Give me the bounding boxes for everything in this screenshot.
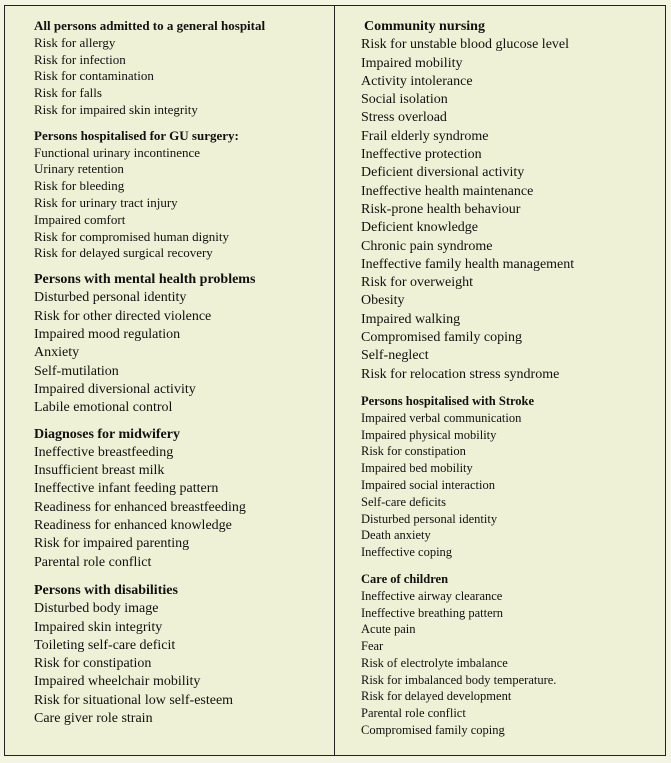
diagnosis-item: Readiness for enhanced knowledge xyxy=(34,518,232,534)
diagnosis-item: Self-neglect xyxy=(361,348,429,364)
diagnosis-item: Impaired walking xyxy=(361,311,461,327)
diagnosis-item: Stress overload xyxy=(361,110,447,126)
diagnosis-item: Risk for impaired skin integrity xyxy=(34,101,198,117)
diagnosis-item: Risk for infection xyxy=(34,51,126,67)
section-title: Persons with mental health problems xyxy=(34,272,256,288)
diagnosis-item: Impaired social interaction xyxy=(361,477,495,492)
diagnosis-item: Ineffective family health management xyxy=(361,256,575,272)
diagnosis-item: Ineffective coping xyxy=(361,545,453,560)
diagnosis-item: Risk of electrolyte imbalance xyxy=(361,655,508,670)
diagnosis-item: Risk for falls xyxy=(34,85,102,101)
diagnosis-item: Ineffective breathing pattern xyxy=(361,605,504,620)
diagnosis-item: Risk for contamination xyxy=(34,68,154,84)
diagnosis-item: Frail elderly syndrome xyxy=(361,128,489,144)
diagnosis-item: Risk for delayed surgical recovery xyxy=(34,245,213,261)
section-gu xyxy=(34,128,334,262)
diagnosis-item: Parental role conflict xyxy=(34,554,152,570)
diagnosis-item: Compromised family coping xyxy=(361,330,522,346)
diagnosis-item: Impaired mobility xyxy=(361,55,463,71)
section-midwifery xyxy=(34,426,334,572)
diagnosis-item: Impaired wheelchair mobility xyxy=(34,674,201,690)
diagnosis-item: Disturbed personal identity xyxy=(361,511,498,526)
diagnosis-item: Acute pain xyxy=(361,622,416,637)
diagnosis-item: Compromised family coping xyxy=(361,723,505,738)
diagnosis-item: Risk for delayed development xyxy=(361,689,512,704)
diagnosis-item: Readiness for enhanced breastfeeding xyxy=(34,499,246,515)
left-column xyxy=(5,6,335,755)
diagnosis-item: Ineffective breastfeeding xyxy=(34,444,174,460)
diagnosis-item: Death anxiety xyxy=(361,528,431,543)
section-mental xyxy=(34,271,334,417)
diagnosis-item: Impaired comfort xyxy=(34,211,126,227)
diagnosis-item: Risk for constipation xyxy=(361,444,466,459)
diagnosis-item: Risk for urinary tract injury xyxy=(34,194,178,210)
diagnosis-item: Insufficient breast milk xyxy=(34,463,165,479)
diagnosis-item: Impaired bed mobility xyxy=(361,461,473,476)
diagnosis-item: Functional urinary incontinence xyxy=(34,144,201,160)
diagnosis-item: Obesity xyxy=(361,293,405,309)
diagnosis-item: Impaired mood regulation xyxy=(34,327,181,343)
diagnosis-item: Risk for overweight xyxy=(361,275,473,291)
section-title: Care of children xyxy=(361,571,449,586)
diagnosis-item: Social isolation xyxy=(361,92,448,108)
diagnosis-item: Labile emotional control xyxy=(34,400,173,416)
section-community xyxy=(361,18,665,384)
diagnosis-item: Self-mutilation xyxy=(34,363,119,379)
diagnosis-item: Risk for constipation xyxy=(34,656,152,672)
diagnosis-item: Risk-prone health behaviour xyxy=(361,201,521,217)
section-title: Persons with disabilities xyxy=(34,582,178,598)
section-disab xyxy=(34,582,334,728)
diagnosis-item: Disturbed personal identity xyxy=(34,290,187,306)
diagnosis-item: Risk for bleeding xyxy=(34,178,125,194)
section-title: Community nursing xyxy=(364,19,485,34)
section-title: Diagnoses for midwifery xyxy=(34,426,180,442)
diagnosis-item: Risk for unstable blood glucose level xyxy=(361,37,570,53)
diagnosis-item: Chronic pain syndrome xyxy=(361,238,493,254)
diagnosis-item: Risk for situational low self-esteem xyxy=(34,692,234,708)
diagnosis-item: Risk for allergy xyxy=(34,34,116,50)
diagnoses-table xyxy=(4,5,666,756)
diagnosis-item: Risk for compromised human dignity xyxy=(34,228,229,244)
diagnosis-item: Risk for relocation stress syndrome xyxy=(361,366,560,382)
section-title: All persons admitted to a general hospital xyxy=(34,18,266,33)
diagnosis-item: Impaired diversional activity xyxy=(34,381,196,397)
section-children xyxy=(361,571,665,739)
section-general xyxy=(34,18,334,119)
diagnosis-item: Risk for impaired parenting xyxy=(34,536,190,552)
section-title: Persons hospitalised for GU surgery: xyxy=(34,127,239,143)
diagnosis-item: Disturbed body image xyxy=(34,601,159,617)
diagnosis-item: Parental role conflict xyxy=(361,706,466,721)
diagnosis-item: Ineffective protection xyxy=(361,147,482,163)
diagnosis-item: Risk for other directed violence xyxy=(34,308,212,324)
diagnosis-item: Self-care deficits xyxy=(361,494,447,509)
section-stroke xyxy=(361,393,665,561)
diagnosis-item: Urinary retention xyxy=(34,161,124,177)
diagnosis-item: Impaired physical mobility xyxy=(361,427,497,442)
diagnosis-item: Ineffective airway clearance xyxy=(361,588,503,603)
diagnosis-item: Toileting self-care deficit xyxy=(34,637,176,653)
right-column xyxy=(335,6,665,755)
diagnosis-item: Deficient knowledge xyxy=(361,220,479,236)
diagnosis-item: Impaired verbal communication xyxy=(361,410,522,425)
diagnosis-item: Deficient diversional activity xyxy=(361,165,525,181)
diagnosis-item: Fear xyxy=(361,639,384,654)
diagnosis-item: Impaired skin integrity xyxy=(34,619,163,635)
diagnosis-item: Activity intolerance xyxy=(361,73,473,89)
section-title: Persons hospitalised with Stroke xyxy=(361,393,535,408)
diagnosis-item: Anxiety xyxy=(34,345,80,361)
diagnosis-item: Risk for imbalanced body temperature. xyxy=(361,672,557,687)
diagnosis-item: Ineffective infant feeding pattern xyxy=(34,481,219,497)
diagnosis-item: Care giver role strain xyxy=(34,710,153,726)
diagnosis-item: Ineffective health maintenance xyxy=(361,183,534,199)
